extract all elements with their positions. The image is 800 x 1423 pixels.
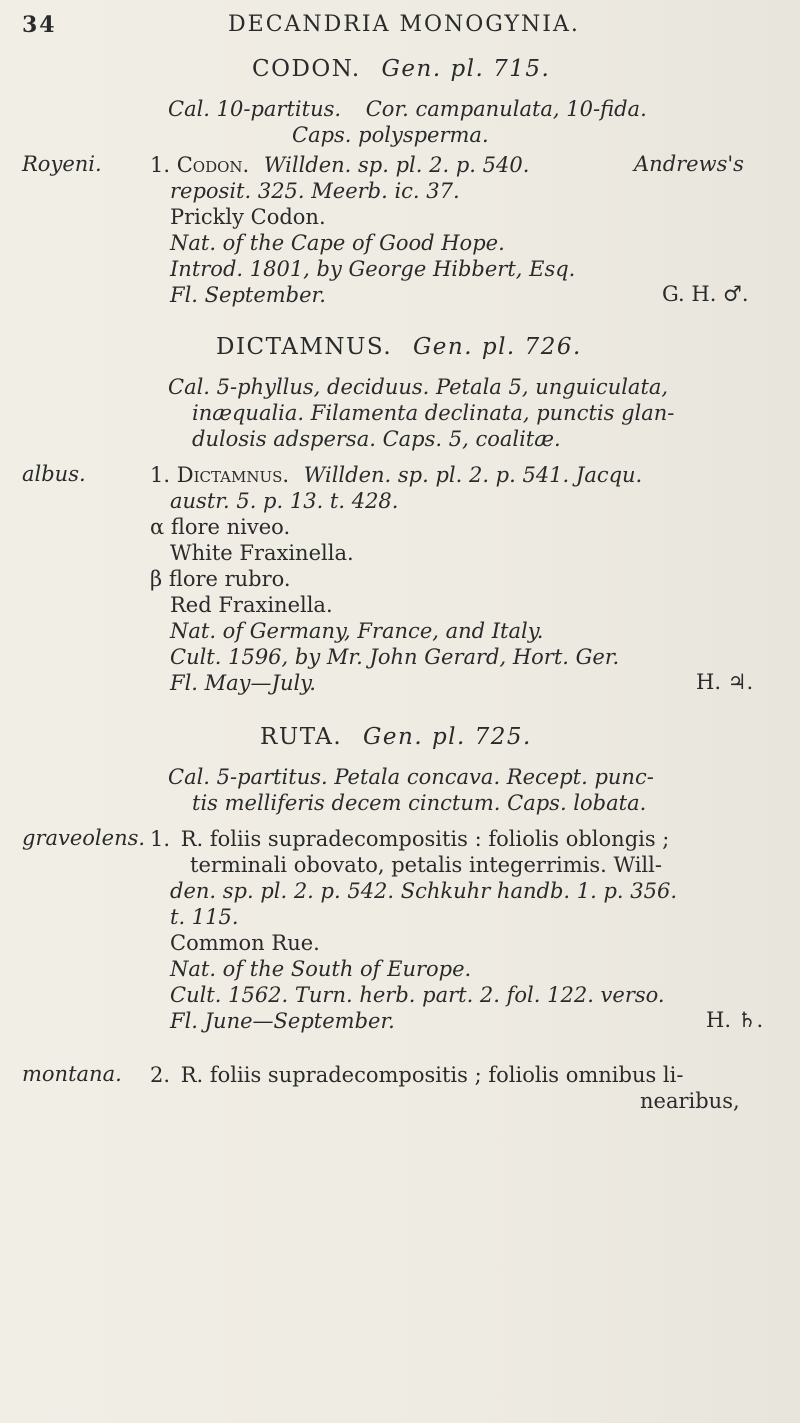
native-range: Nat. of the South of Europe.: [170, 957, 472, 981]
common-name: Prickly Codon.: [170, 205, 326, 229]
variety-common-name: White Fraxinella.: [170, 541, 354, 565]
genus-heading-codon: [252, 56, 550, 82]
genus-character-line: dulosis adspersa. Caps. 5, coalitæ.: [192, 427, 561, 451]
native-range: Nat. of the Cape of Good Hope.: [170, 231, 505, 255]
habitat-code: H. ♄.: [706, 1008, 764, 1032]
genus-character-line: Caps. polysperma.: [292, 123, 489, 147]
genus-heading-dictamnus: [216, 334, 582, 360]
species-entry-line: 2. R. foliis supradecompositis ; foliolis omnibus li-: [150, 1063, 684, 1087]
genus-reference: Gen. pl. 715.: [381, 56, 551, 82]
species-reference: Andrews's: [634, 152, 744, 176]
species-entry-line: 1. R. foliis supradecompositis : foliolis oblongis ;: [150, 827, 670, 851]
genus-name: DICTAMNUS.: [216, 334, 393, 360]
page-number: 34: [22, 12, 57, 38]
flowering-time: Fl. September.: [170, 283, 326, 307]
species-epithet-albus: albus.: [22, 462, 86, 486]
habitat-code: G. H. ♂.: [662, 282, 749, 306]
genus-character-line: tis melliferis decem cinctum. Caps. lobata.: [192, 791, 647, 815]
species-description-line: terminali obovato, petalis integerrimis. Will-: [190, 853, 662, 877]
genus-reference: Gen. pl. 725.: [363, 724, 532, 750]
species-reference-line: reposit. 325. Meerb. ic. 37.: [170, 179, 460, 203]
running-head: DECANDRIA MONOGYNIA.: [228, 12, 580, 37]
genus-name: RUTA.: [260, 724, 343, 750]
genus-heading-ruta: [260, 724, 532, 750]
species-reference-line: den. sp. pl. 2. p. 542. Schkuhr handb. 1. p. 356.: [170, 879, 677, 903]
genus-character-line: inæqualia. Filamenta declinata, punctis glan-: [192, 401, 675, 425]
native-range: Nat. of Germany, France, and Italy.: [170, 619, 544, 643]
species-entry-line: 1. Dictamnus. Willden. sp. pl. 2. p. 541. Jacqu.: [150, 463, 643, 487]
species-entry-line: 1. Codon. Willden. sp. pl. 2. p. 540.: [150, 153, 530, 177]
variety-common-name: Red Fraxinella.: [170, 593, 333, 617]
species-epithet-royeni: Royeni.: [22, 152, 102, 176]
genus-reference: Gen. pl. 726.: [412, 334, 582, 360]
cultivation-note: Cult. 1596, by Mr. John Gerard, Hort. Ger.: [170, 645, 620, 669]
species-epithet-graveolens: graveolens.: [22, 826, 146, 850]
common-name: Common Rue.: [170, 931, 320, 955]
flowering-time: Fl. May—July.: [170, 671, 316, 695]
species-epithet-montana: montana.: [22, 1062, 122, 1086]
species-description-line: nearibus,: [640, 1089, 740, 1113]
genus-name: CODON.: [252, 56, 361, 82]
flowering-time: Fl. June—September.: [170, 1009, 395, 1033]
genus-character-line: Cal. 10-partitus. Cor. campanulata, 10-fida.: [168, 97, 647, 121]
variety-beta: β flore rubro.: [150, 567, 291, 591]
cultivation-note: Cult. 1562. Turn. herb. part. 2. fol. 122. verso.: [170, 983, 665, 1007]
introduction-note: Introd. 1801, by George Hibbert, Esq.: [170, 257, 576, 281]
species-reference-line: t. 115.: [170, 905, 239, 929]
species-reference-line: austr. 5. p. 13. t. 428.: [170, 489, 399, 513]
habitat-code: H. ♃.: [696, 670, 754, 694]
variety-alpha: α flore niveo.: [150, 515, 291, 539]
genus-character-line: Cal. 5-partitus. Petala concava. Recept. punc-: [168, 765, 654, 789]
genus-character-line: Cal. 5-phyllus, deciduus. Petala 5, unguiculata,: [168, 375, 669, 399]
